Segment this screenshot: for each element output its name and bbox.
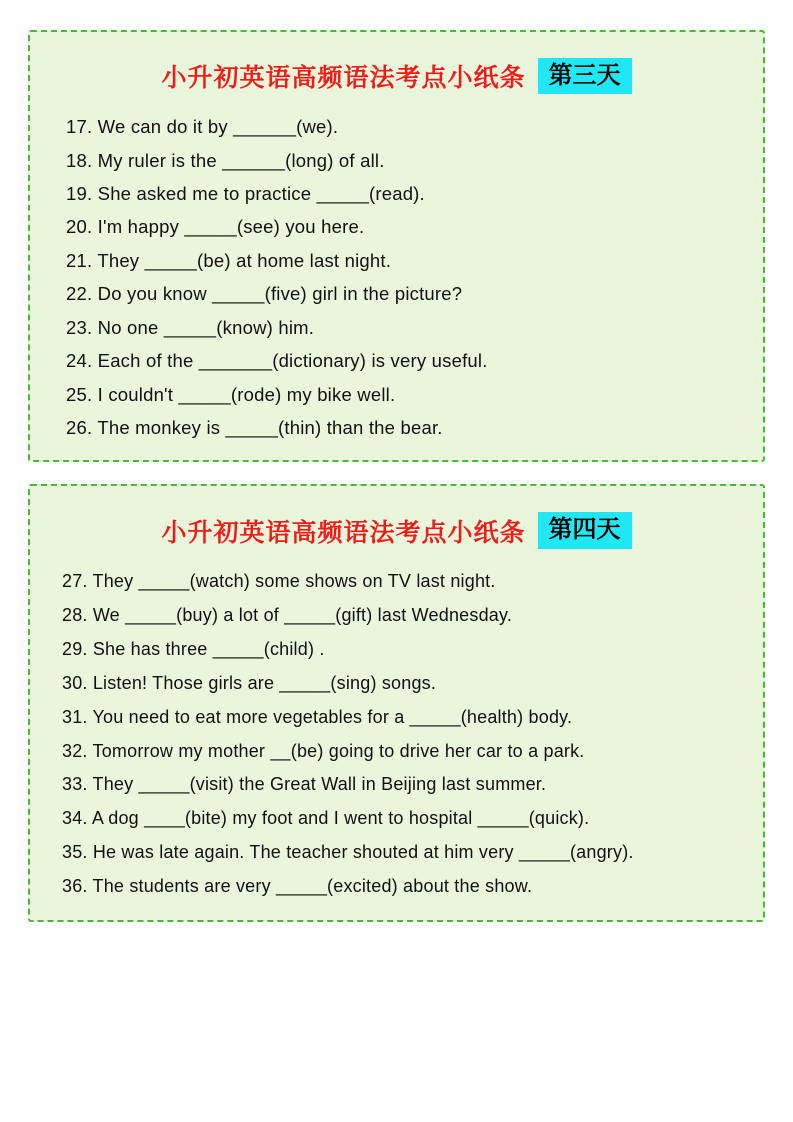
- question-item: 21. They _____(be) at home last night.: [66, 249, 392, 271]
- question-item: 34. A dog ____(bite) my foot and I went to hospital _____(quick).: [62, 808, 590, 829]
- worksheet-card-day3: [28, 30, 765, 462]
- question-item: 33. They _____(visit) the Great Wall in Beijing last summer.: [62, 774, 547, 795]
- question-item: 30. Listen! Those girls are _____(sing) songs.: [62, 672, 437, 693]
- question-item: 26. The monkey is _____(thin) than the bear.: [66, 416, 443, 438]
- question-item: 28. We _____(buy) a lot of _____(gift) last Wednesday.: [62, 604, 513, 625]
- day-badge: 第四天: [538, 512, 632, 548]
- question-item: 35. He was late again. The teacher shouted at him very _____(angry).: [62, 842, 634, 863]
- day-badge: 第三天: [538, 58, 632, 94]
- question-item: 27. They _____(watch) some shows on TV last night.: [62, 571, 496, 592]
- card-title: 小升初英语高频语法考点小纸条: [161, 64, 526, 93]
- question-list: [48, 110, 745, 444]
- question-list: [48, 565, 745, 904]
- question-item: 32. Tomorrow my mother __(be) going to drive her car to a park.: [62, 740, 585, 761]
- card-header: [48, 58, 745, 94]
- question-item: 23. No one _____(know) him.: [66, 316, 315, 338]
- question-item: 22. Do you know _____(five) girl in the picture?: [66, 283, 463, 305]
- question-item: 29. She has three _____(child) .: [62, 638, 325, 659]
- question-item: 36. The students are very _____(excited) about the show.: [62, 876, 533, 897]
- question-item: 20. I'm happy _____(see) you here.: [66, 216, 365, 238]
- question-item: 31. You need to eat more vegetables for a _____(health) body.: [62, 706, 573, 727]
- question-item: 18. My ruler is the ______(long) of all.: [66, 149, 385, 171]
- card-header: [48, 512, 745, 548]
- question-item: 17. We can do it by ______(we).: [66, 116, 339, 138]
- question-item: 19. She asked me to practice _____(read).: [66, 183, 425, 205]
- question-item: 25. I couldn't _____(rode) my bike well.: [66, 383, 396, 405]
- card-title: 小升初英语高频语法考点小纸条: [161, 518, 526, 547]
- worksheet-card-day4: [28, 484, 765, 921]
- question-item: 24. Each of the _______(dictionary) is very useful.: [66, 350, 488, 372]
